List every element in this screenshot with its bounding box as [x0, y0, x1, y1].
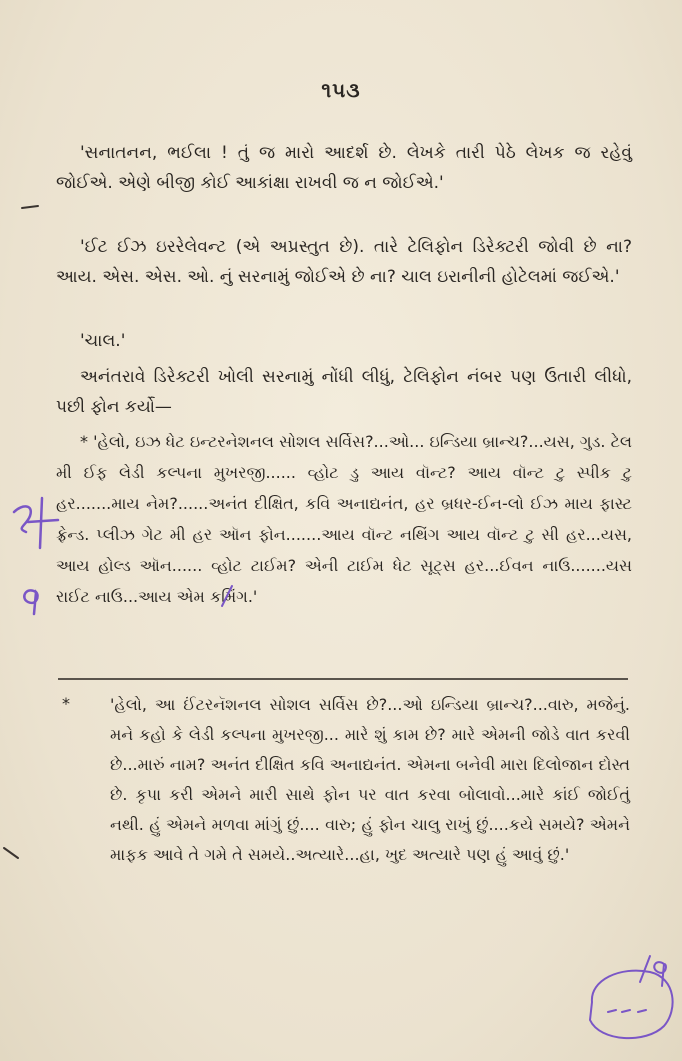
pencil-circle-mark — [590, 971, 673, 1039]
paragraph-2: 'ઈટ ઈઝ ઇરરેલેવન્ટ (એ અપ્રસ્તુત છે). તારે ટેલિફોન ડિરેક્ટરી જોવી છે ના? આય. એસ. એસ. ઓ. નું સરનામું જોઈએ છે ના? ચાલ ઇરાનીની હોટેલમાં જઈએ.' — [56, 237, 632, 287]
page-number: ૧૫૩ — [321, 78, 361, 102]
binding-edge-marks — [4, 206, 38, 858]
pencil-margin-mark — [14, 498, 58, 548]
paragraph-1: 'સનાતનન, ભઈલા ! તું જ મારો આદર્શ છે. લેખકે તારી પેઠે લેખક જ રહેવું જોઈએ. એણે બીજી કોઈ આકાંક્ષા રાખવી જ ન જોઈએ.' — [56, 143, 632, 193]
paragraph-3: 'ચાલ.' — [80, 331, 126, 351]
footnote-text: 'હેલો, આ ઈંટરનૅશનલ સોશલ સર્વિસ છે?...ઓ ઇન્ડિયા બ્રાન્ચ?...વારુ, મજેનું. મને કહો કે લેડી કલ્પના મુખરજી... મારે શું કામ છે? મારે એમની જોડે વાત કરવી છે...મારું નામ? અનંત દીક્ષિત કવિ અનાદ્યનંત. એમના બનેવી મારા દિલોજાન દોસ્ત છે. કૃપા કરી એમને મારી સાથે ફોન પર વાત કરવા બોલાવો...મારે કાંઈ જોઈતું નથી. હું એમને મળવા માંગું છું.... વારુ; હું ફોન ચાલુ રાખું છું....કયે સમયે? એમને માફક આવે તે ગમે તે સમયે..અત્યારે...હા, ખુદ અત્યારે પણ હું આવું છું.' — [110, 695, 630, 864]
paragraph-5-dialogue: * 'હેલો, ઇઝ ધેટ ઇન્ટરનેશનલ સોશલ સર્વિસ?...ઓ... ઇન્ડિયા બ્રાન્ચ?...યસ, ગુડ. ટેલ મી ઈફ લેડી કલ્પના મુખરજી...... વ્હોટ ડુ આય વૉન્ટ? આય વૉન્ટ ટુ સ્પીક ટુ હર.......માય નેમ?......અનંત દીક્ષિત, કવિ અનાદ્યનંત, હર બ્રધર-ઈન-લો ઈઝ માય ફાસ્ટ ફ્રેન્ડ. પ્લીઝ ગેટ મી હર ઑન ફોન.......આય વૉન્ટ નથિંગ આય વૉન્ટ ટુ સી હર...યસ, આય હોલ્ડ ઑન...... વ્હોટ ટાઈમ? એની ટાઈમ ધેટ સૂટ્સ હર...ઈવન નાઉ.......યસ રાઈટ નાઉ...આય એમ કમિંગ.' — [56, 432, 632, 606]
footnote-marker: * — [62, 694, 70, 713]
paragraph-4: અનંતરાવે ડિરેક્ટરી ખોલી સરનામું નોંધી લીધું, ટેલિફોન નંબર પણ ઉતારી લીધો, પછી ફોન કર્યો— — [56, 367, 632, 417]
footnote-divider — [58, 678, 628, 680]
pencil-number-mark — [24, 590, 37, 614]
